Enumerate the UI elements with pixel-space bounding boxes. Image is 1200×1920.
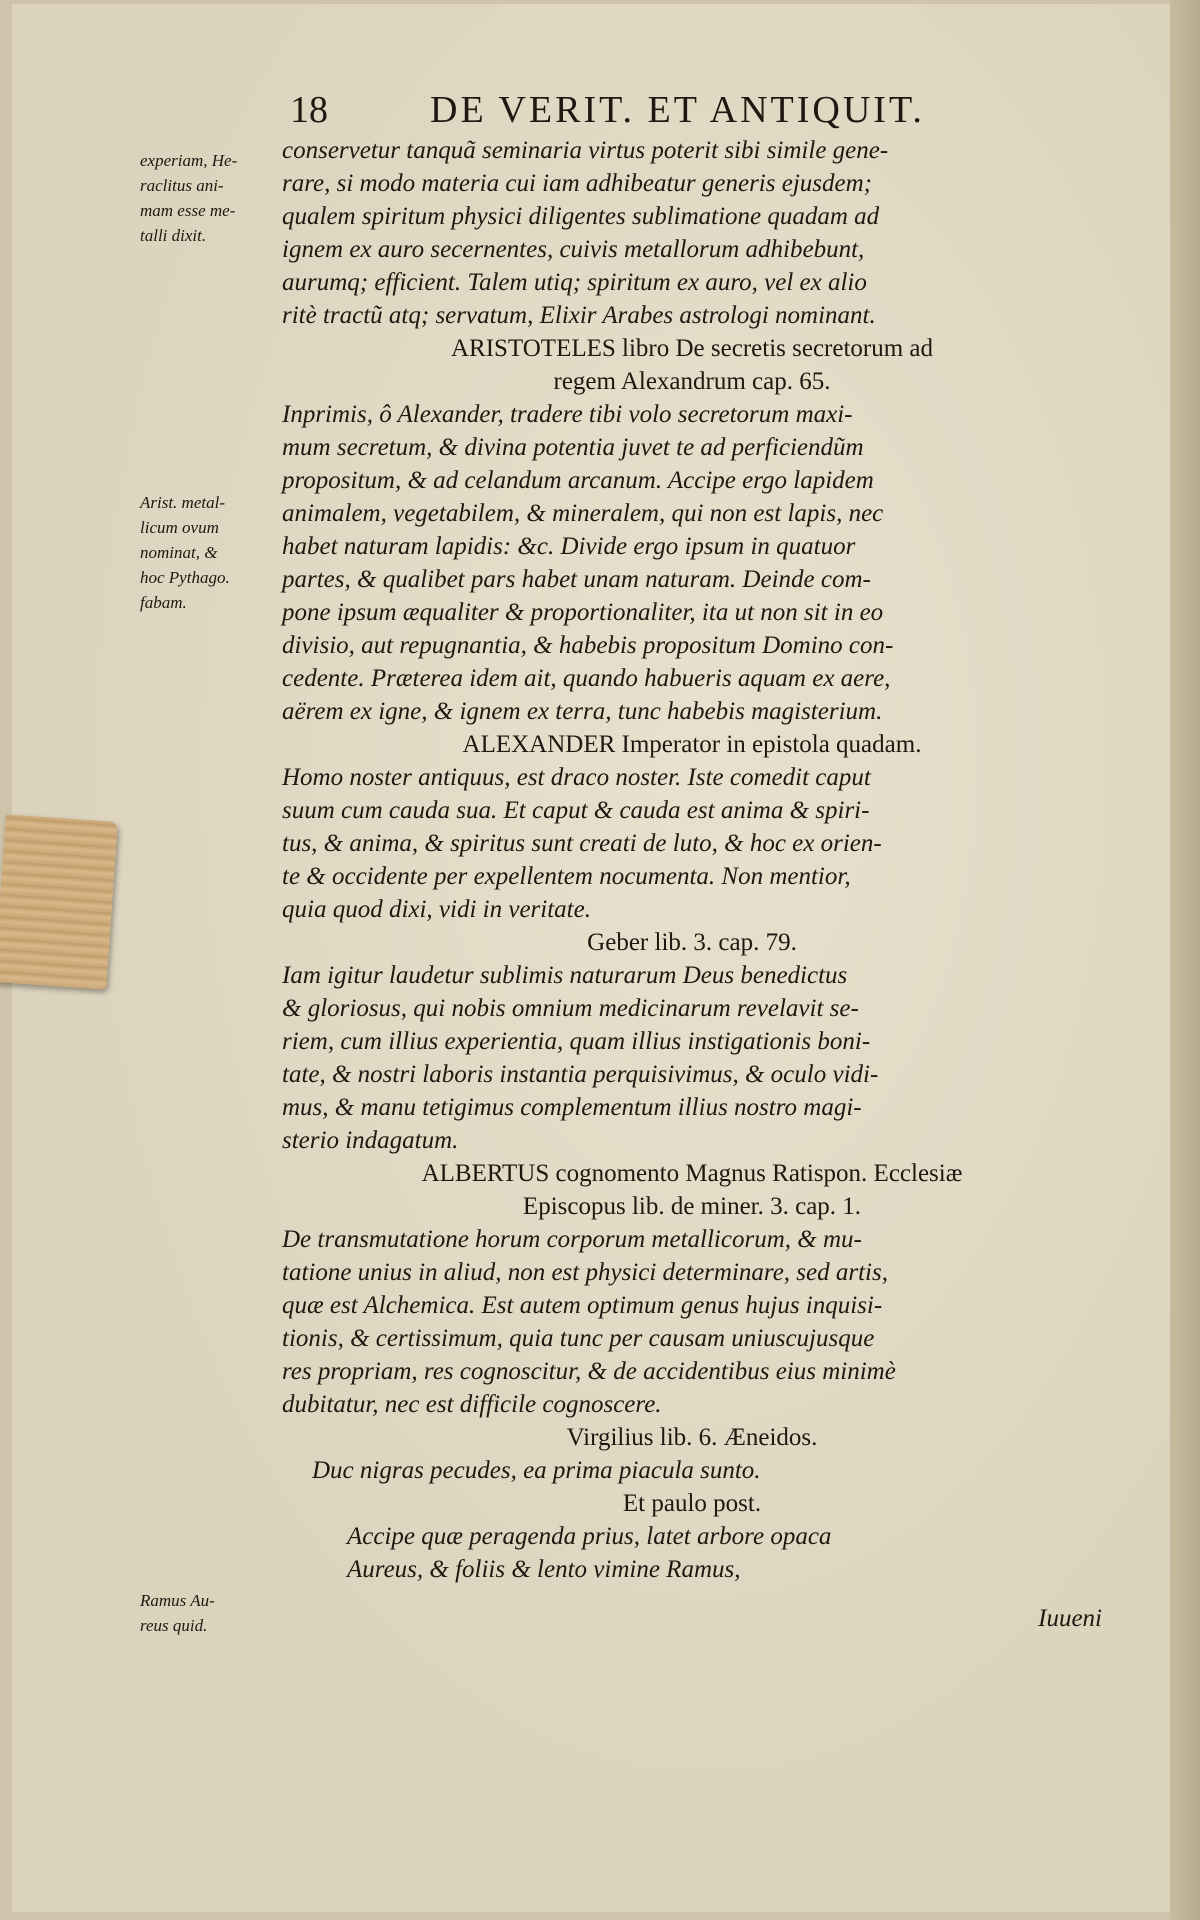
margin-note-line: raclitus ani- bbox=[140, 176, 224, 195]
section-heading: ARISTOTELES libro De secretis secretorum ad bbox=[450, 335, 934, 362]
text-line: & gloriosus, qui nobis omnium medicinarum revelavit se- bbox=[282, 995, 859, 1022]
text-line: cedente. Præterea idem ait, quando habueris aquam ex aere, bbox=[282, 665, 891, 692]
margin-note-line: hoc Pythago. bbox=[140, 568, 230, 587]
margin-note-line: Ramus Au- bbox=[140, 1591, 215, 1610]
text-line: quæ est Alchemica. Est autem optimum genus hujus inquisi- bbox=[282, 1292, 883, 1319]
text-line: conservetur tanquã seminaria virtus poterit sibi simile gene- bbox=[282, 137, 889, 164]
text-line: ritè tractũ atq; servatum, Elixir Arabes astrologi nominant. bbox=[282, 302, 876, 329]
page-header bbox=[280, 88, 1100, 138]
section-heading: ALBERTUS cognomento Magnus Ratispon. Ecclesiæ bbox=[421, 1160, 963, 1187]
text-line: Aureus, & foliis & lento vimine Ramus, bbox=[347, 1556, 741, 1583]
section-heading: Virgilius lib. 6. Æneidos. bbox=[566, 1424, 818, 1451]
margin-note-line: Arist. metal- bbox=[140, 493, 225, 512]
text-line: mus, & manu tetigimus complementum illius nostro magi- bbox=[282, 1094, 862, 1121]
section-heading: regem Alexandrum cap. 65. bbox=[553, 368, 831, 395]
bookmark-slip bbox=[0, 814, 118, 989]
text-line: tate, & nostri laboris instantia perquisivimus, & oculo vidi- bbox=[282, 1061, 879, 1088]
text-line: quia quod dixi, vidi in veritate. bbox=[282, 896, 591, 923]
text-line: tus, & anima, & spiritus sunt creati de luto, & hoc ex orien- bbox=[282, 830, 882, 857]
text-line: aurumq; efficient. Talem utiq; spiritum ex auro, vel ex alio bbox=[282, 269, 867, 296]
text-line: sterio indagatum. bbox=[282, 1127, 459, 1154]
text-line: ignem ex auro secernentes, cuivis metallorum adhibebunt, bbox=[282, 236, 865, 263]
text-line: aërem ex igne, & ignem ex terra, tunc habebis magisterium. bbox=[282, 698, 883, 725]
margin-note-line: experiam, He- bbox=[140, 151, 238, 170]
text-line: te & occidente per expellentem nocumenta. Non mentior, bbox=[282, 863, 851, 890]
text-line: Homo noster antiquus, est draco noster. Iste comedit caput bbox=[282, 764, 871, 791]
text-line: qualem spiritum physici diligentes sublimatione quadam ad bbox=[282, 203, 880, 230]
section-heading: ALEXANDER Imperator in epistola quadam. bbox=[462, 731, 922, 758]
margin-note bbox=[140, 490, 280, 615]
running-title: DE VERIT. ET ANTIQUIT. bbox=[430, 89, 925, 131]
page-edge bbox=[1170, 0, 1200, 1920]
text-line: rare, si modo materia cui iam adhibeatur generis ejusdem; bbox=[282, 170, 872, 197]
main-text bbox=[282, 134, 1102, 1635]
text-line: dubitatur, nec est difficile cognoscere. bbox=[282, 1391, 662, 1418]
text-line: suum cum cauda sua. Et caput & cauda est anima & spiri- bbox=[282, 797, 870, 824]
text-line: Inprimis, ô Alexander, tradere tibi volo secretorum maxi- bbox=[282, 401, 853, 428]
section-heading: Episcopus lib. de miner. 3. cap. 1. bbox=[522, 1193, 862, 1220]
text-line: Iam igitur laudetur sublimis naturarum Deus benedictus bbox=[282, 962, 848, 989]
text-line: Duc nigras pecudes, ea prima piacula sunto. bbox=[312, 1457, 761, 1484]
text-line: De transmutatione horum corporum metallicorum, & mu- bbox=[282, 1226, 862, 1253]
text-line: tionis, & certissimum, quia tunc per causam uniuscujusque bbox=[282, 1325, 875, 1352]
text-line: propositum, & ad celandum arcanum. Accipe ergo lapidem bbox=[282, 467, 874, 494]
margin-note-line: reus quid. bbox=[140, 1616, 208, 1635]
margin-note-line: nominat, & bbox=[140, 543, 218, 562]
text-line: riem, cum illius experientia, quam illius instigationis boni- bbox=[282, 1028, 871, 1055]
text-line: habet naturam lapidis: &c. Divide ergo ipsum in quatuor bbox=[282, 533, 856, 560]
text-line: pone ipsum æqualiter & proportionaliter, ita ut non sit in eo bbox=[282, 599, 884, 626]
text-line: animalem, vegetabilem, & mineralem, qui non est lapis, nec bbox=[282, 500, 884, 527]
text-line: res propriam, res cognoscitur, & de accidentibus eius minimè bbox=[282, 1358, 896, 1385]
margin-note bbox=[140, 1588, 280, 1638]
section-heading: Geber lib. 3. cap. 79. bbox=[587, 929, 797, 956]
page-number: 18 bbox=[290, 89, 328, 131]
text-line: divisio, aut repugnantia, & habebis propositum Domino con- bbox=[282, 632, 894, 659]
margin-note-line: mam esse me- bbox=[140, 201, 236, 220]
margin-note bbox=[140, 148, 280, 248]
catchword: Iuueni bbox=[1038, 1605, 1102, 1632]
margin-note-line: licum ovum bbox=[140, 518, 219, 537]
margin-note-line: talli dixit. bbox=[140, 226, 207, 245]
section-heading: Et paulo post. bbox=[622, 1490, 762, 1517]
text-line: tatione unius in aliud, non est physici determinare, sed artis, bbox=[282, 1259, 888, 1286]
text-line: partes, & qualibet pars habet unam naturam. Deinde com- bbox=[282, 566, 871, 593]
margin-note-line: fabam. bbox=[140, 593, 187, 612]
text-line: Accipe quæ peragenda prius, latet arbore opaca bbox=[347, 1523, 832, 1550]
text-line: mum secretum, & divina potentia juvet te ad perficiendũm bbox=[282, 434, 864, 461]
